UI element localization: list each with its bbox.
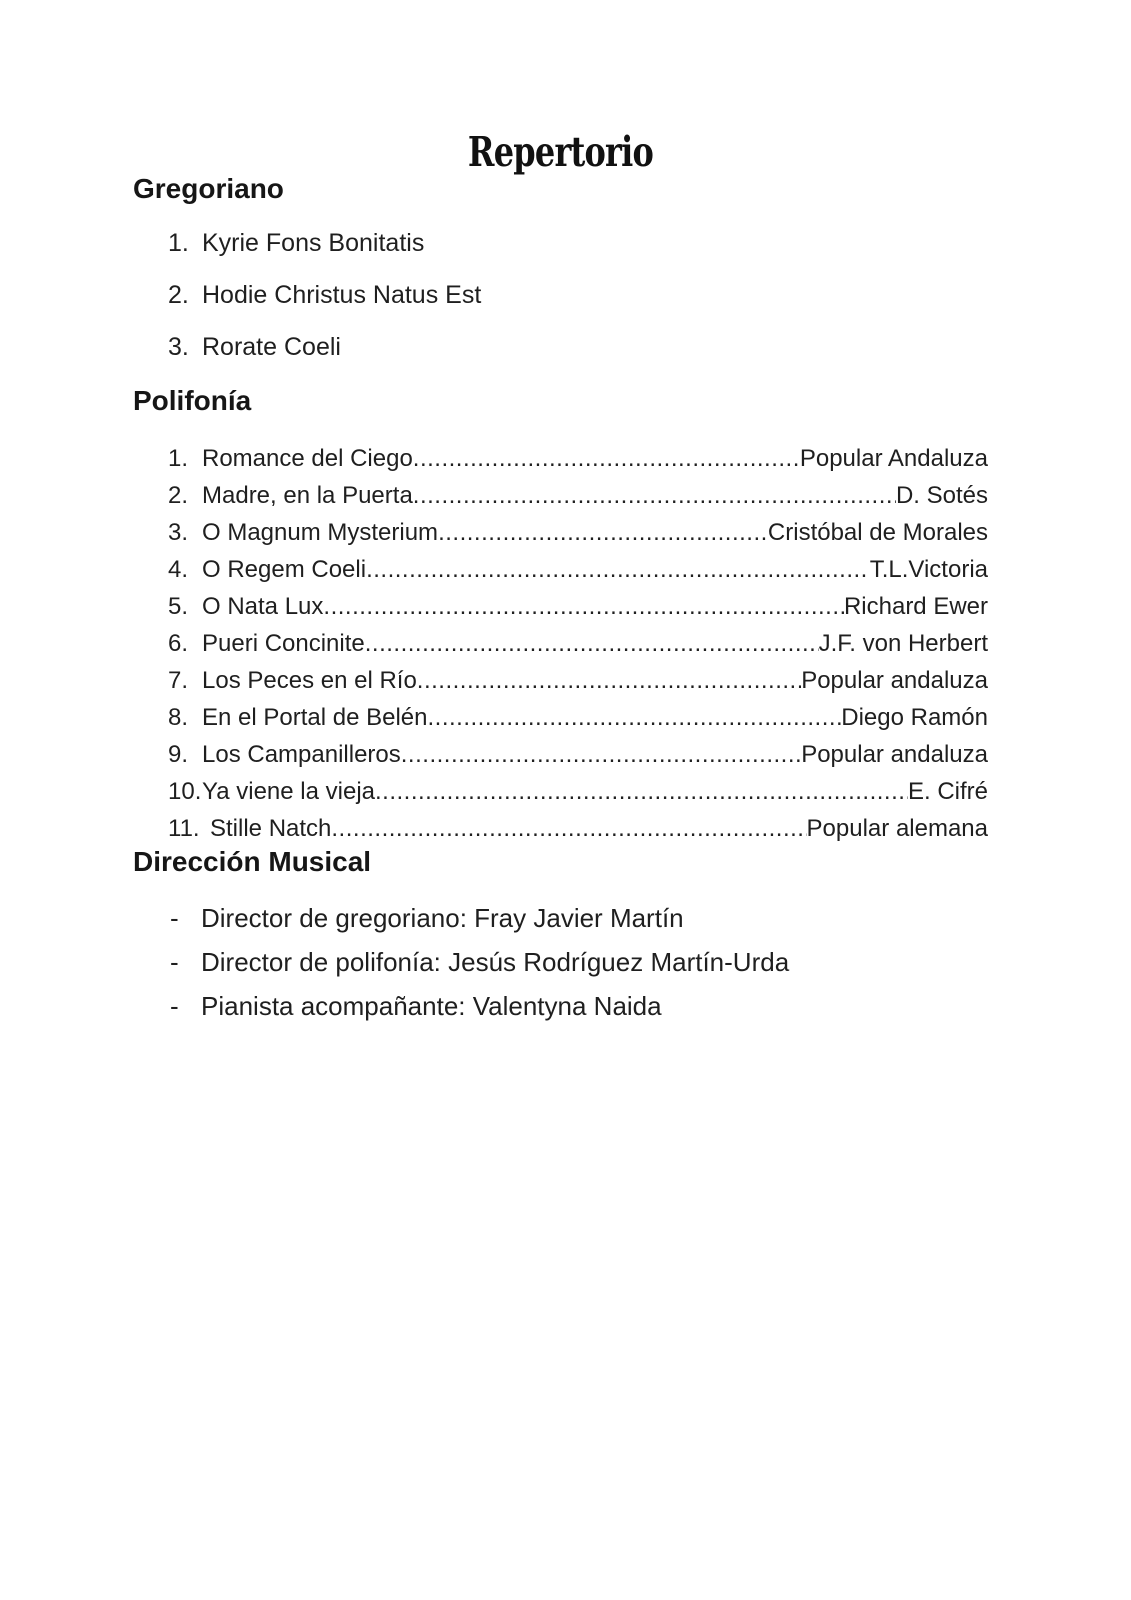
item-author: T.L.Victoria — [869, 556, 988, 583]
dot-leader — [413, 477, 896, 514]
item-number: 11. — [168, 815, 200, 842]
gregoriano-heading: Gregoriano — [133, 173, 284, 204]
section-polifonia — [133, 386, 988, 847]
dash-bullet: - — [170, 991, 179, 1021]
item-title: Rorate Coeli — [202, 333, 341, 361]
list-item — [168, 514, 988, 551]
list-item — [170, 991, 988, 1021]
item-number: 7. — [168, 667, 189, 694]
polifonia-list — [168, 440, 988, 847]
list-item — [168, 334, 988, 360]
item-author: Popular andaluza — [801, 667, 988, 694]
item-title: O Nata Lux — [202, 593, 324, 620]
dot-leader — [417, 662, 801, 699]
list-item — [168, 736, 988, 773]
section-gregoriano — [133, 174, 988, 360]
list-item — [168, 477, 988, 514]
item-author: Popular alemana — [806, 815, 988, 842]
item-author: Diego Ramón — [841, 704, 988, 731]
item-number: 10. — [168, 778, 202, 805]
item-title: Romance del Ciego — [202, 445, 413, 472]
item-author: Popular Andaluza — [799, 445, 988, 472]
list-item — [168, 230, 988, 256]
item-number: 8. — [168, 704, 189, 731]
item-number: 1. — [168, 445, 189, 472]
item-title: Kyrie Fons Bonitatis — [202, 229, 425, 257]
item-title: Pueri Concinite — [202, 630, 365, 657]
polifonia-heading: Polifonía — [133, 385, 252, 416]
item-number: 2. — [168, 482, 189, 509]
item-title: Hodie Christus Natus Est — [202, 281, 482, 309]
section-direccion-musical — [133, 847, 988, 1021]
dot-leader — [331, 810, 806, 847]
gregoriano-list — [168, 230, 988, 360]
item-author: Popular andaluza — [801, 741, 988, 768]
dot-leader — [365, 625, 819, 662]
page-title: Repertorio — [467, 128, 654, 176]
list-item — [168, 551, 988, 588]
list-item — [168, 662, 988, 699]
dot-leader — [401, 736, 801, 773]
dot-leader — [427, 699, 841, 736]
item-title: Los Peces en el Río — [202, 667, 417, 694]
item-author: D. Sotés — [895, 482, 988, 509]
list-item — [168, 588, 988, 625]
item-number: 1. — [168, 229, 189, 257]
list-item — [168, 625, 988, 662]
item-title: Los Campanilleros — [202, 741, 401, 768]
item-number: 2. — [168, 281, 189, 309]
dot-leader — [438, 514, 768, 551]
item-number: 9. — [168, 741, 189, 768]
dot-leader — [323, 588, 844, 625]
direccion-heading: Dirección Musical — [133, 846, 372, 877]
dot-leader — [375, 773, 908, 810]
list-item — [168, 440, 988, 477]
item-title: En el Portal de Belén — [202, 704, 428, 731]
list-item — [168, 282, 988, 308]
item-number: 6. — [168, 630, 189, 657]
dash-bullet: - — [170, 903, 179, 933]
list-item — [168, 773, 988, 810]
item-number: 3. — [168, 519, 189, 546]
list-item — [170, 903, 988, 933]
item-author: Richard Ewer — [843, 593, 988, 620]
item-title: Stille Natch — [210, 815, 332, 842]
item-author: J.F. von Herbert — [818, 630, 988, 657]
item-text: Pianista acompañante: Valentyna Naida — [201, 991, 662, 1021]
item-text: Director de gregoriano: Fray Javier Martín — [201, 903, 684, 933]
list-item — [168, 699, 988, 736]
item-author: E. Cifré — [907, 778, 988, 805]
list-item — [170, 947, 988, 977]
item-title: O Regem Coeli — [202, 556, 367, 583]
item-title: O Magnum Mysterium — [202, 519, 439, 546]
direccion-list — [170, 903, 988, 1021]
dot-leader — [413, 440, 800, 477]
item-number: 4. — [168, 556, 189, 583]
dash-bullet: - — [170, 947, 179, 977]
item-title: Madre, en la Puerta — [202, 482, 413, 509]
dot-leader — [366, 551, 870, 588]
item-number: 5. — [168, 593, 189, 620]
item-author: Cristóbal de Morales — [767, 519, 988, 546]
list-item — [168, 810, 988, 847]
item-title: Ya viene la vieja — [202, 778, 375, 805]
item-text: Director de polifonía: Jesús Rodríguez Martín-Urda — [201, 947, 790, 977]
item-number: 3. — [168, 333, 189, 361]
